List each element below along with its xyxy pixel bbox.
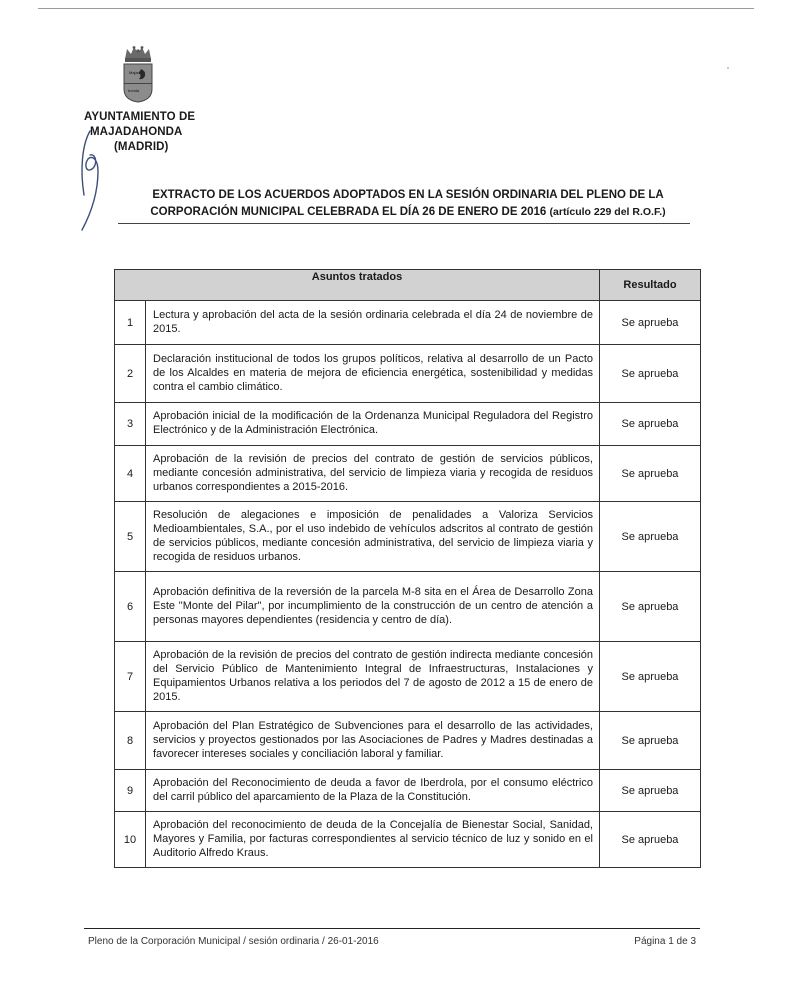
org-line-1: AYUNTAMIENTO DE [84, 111, 196, 123]
title-underline [118, 223, 690, 224]
row-subject: Declaración institucional de todos los grupos políticos, relativa al desarrollo de un Pacto de los Alcaldes en materia de mejora de eficiencia energética, sostenibilidad y medidas contra el cambio climático. [146, 345, 600, 403]
page-number: Página 1 de 3 [634, 936, 696, 947]
row-number: 10 [115, 812, 146, 868]
table-row [115, 712, 701, 770]
row-result: Se aprueba [600, 812, 701, 868]
row-subject: Aprobación del reconocimiento de deuda de la Concejalía de Bienestar Social, Sanidad, Mayores y Familia, por facturas correspondientes al servicio técnico de luz y sonido en el Auditorio Alfredo Kraus. [146, 812, 600, 868]
row-subject: Aprobación del Reconocimiento de deuda a favor de Iberdrola, por el consumo eléctrico del carril público del aparcamiento de la Plaza de la Constitución. [146, 770, 600, 812]
row-number: 5 [115, 502, 146, 572]
row-number: 3 [115, 403, 146, 446]
row-number: 9 [115, 770, 146, 812]
row-number: 1 [115, 301, 146, 345]
row-number: 4 [115, 446, 146, 502]
row-number: 6 [115, 572, 146, 642]
row-number: 8 [115, 712, 146, 770]
row-subject: Aprobación inicial de la modificación de la Ordenanza Municipal Reguladora del Registro Electrónico y de la Administración Electrónica. [146, 403, 600, 446]
handwritten-signature-icon [72, 125, 112, 235]
org-line-3: (MADRID) [114, 141, 169, 153]
top-rule [38, 8, 754, 9]
row-result: Se aprueba [600, 403, 701, 446]
row-result: Se aprueba [600, 502, 701, 572]
table-row [115, 770, 701, 812]
row-subject: Aprobación de la revisión de precios del contrato de gestión indirecta mediante concesión del Servicio Público de Mantenimiento Integral de Infraestructuras, Instalaciones y Equipamientos Urbanos relativa a los periodos del 7 de agosto de 2012 a 15 de enero de 2015. [146, 642, 600, 712]
footer-rule [84, 928, 700, 929]
row-result: Se aprueba [600, 770, 701, 812]
table-row [115, 812, 701, 868]
row-result: Se aprueba [600, 301, 701, 345]
column-header-asuntos: Asuntos tratados [115, 270, 600, 301]
footer-session-info: Pleno de la Corporación Municipal / sesión ordinaria / 26-01-2016 [88, 936, 379, 947]
title-reference: (artículo 229 del R.O.F.) [549, 206, 666, 218]
row-subject: Aprobación de la revisión de precios del contrato de gestión de servicios públicos, mediante concesión administrativa, del servicio de limpieza viaria y recogida de residuos urbanos correspondientes a 2015-2016. [146, 446, 600, 502]
agreements-table [114, 269, 701, 868]
table-row [115, 642, 701, 712]
row-subject: Resolución de alegaciones e imposición de penalidades a Valoriza Servicios Medioambientales, S.A., por el uso indebido de vehículos adscritos al contrato de gestión de servicios públicos, mediante concesión administrativa, del servicio de limpieza viaria y recogida de residuos urbanos. [146, 502, 600, 572]
title-line-1: EXTRACTO DE LOS ACUERDOS ADOPTADOS EN LA SESIÓN ORDINARIA DEL PLENO DE LA [152, 189, 664, 201]
row-subject: Aprobación definitiva de la reversión de la parcela M-8 sita en el Área de Desarrollo Zona Este "Monte del Pilar", por incumplimiento de la construcción de un centro de atención a personas mayores dependientes (residencia y centro de día). [146, 572, 600, 642]
table-row [115, 572, 701, 642]
scan-speck [727, 67, 729, 69]
row-number: 2 [115, 345, 146, 403]
row-result: Se aprueba [600, 572, 701, 642]
title-line-2: CORPORACIÓN MUNICIPAL CELEBRADA EL DÍA 26 DE ENERO DE 2016 [150, 206, 547, 218]
row-number: 7 [115, 642, 146, 712]
document-title [128, 187, 688, 221]
table-row [115, 502, 701, 572]
crest-text-bottom: honda [128, 88, 140, 93]
table-row [115, 403, 701, 446]
row-result: Se aprueba [600, 345, 701, 403]
row-result: Se aprueba [600, 446, 701, 502]
org-line-2: MAJADAHONDA [90, 126, 183, 138]
table-row [115, 301, 701, 345]
row-result: Se aprueba [600, 712, 701, 770]
crest-text-top: Majad [129, 70, 140, 75]
table-row [115, 446, 701, 502]
row-subject: Lectura y aprobación del acta de la sesión ordinaria celebrada el día 24 de noviembre de 2015. [146, 301, 600, 345]
municipal-crest-icon [120, 45, 156, 103]
table-row [115, 345, 701, 403]
row-subject: Aprobación del Plan Estratégico de Subvenciones para el desarrollo de las actividades, servicios y proyectos gestionados por las Asociaciones de Padres y Madres destinadas a favorecer intereses sociales y conciliación laboral y familiar. [146, 712, 600, 770]
column-header-resultado: Resultado [600, 270, 701, 301]
table-header-row [115, 270, 701, 301]
row-result: Se aprueba [600, 642, 701, 712]
